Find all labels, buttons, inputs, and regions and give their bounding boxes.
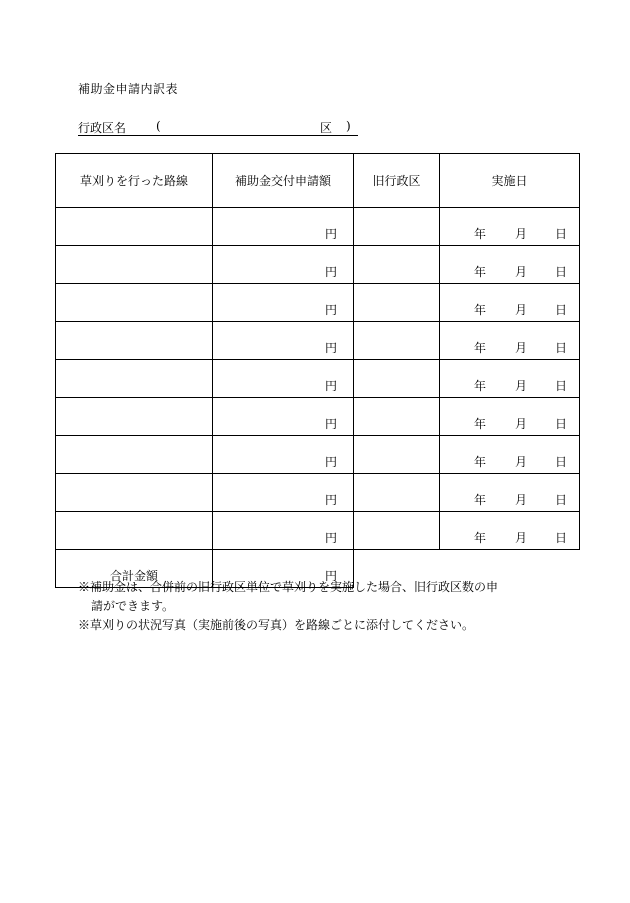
year-label: 年	[474, 417, 487, 431]
old-ward-cell[interactable]	[354, 208, 440, 246]
note-2: ※草刈りの状況写真（実施前後の写真）を路線ごとに添付してください。	[78, 618, 475, 632]
day-label: 日	[555, 227, 568, 241]
old-ward-cell[interactable]	[354, 284, 440, 322]
month-label: 月	[515, 455, 528, 469]
table-header-row	[56, 154, 580, 208]
table-row	[56, 436, 580, 474]
table-row	[56, 398, 580, 436]
note-1-line-1: ※補助金は、合併前の旧行政区単位で草刈りを実施した場合、旧行政区数の申	[78, 580, 499, 594]
route-cell[interactable]	[56, 398, 213, 436]
old-ward-cell[interactable]	[354, 436, 440, 474]
old-ward-cell[interactable]	[354, 322, 440, 360]
date-cell[interactable]	[440, 436, 580, 474]
route-cell[interactable]	[56, 246, 213, 284]
total-amount-cell[interactable]: 円	[213, 550, 354, 588]
route-cell[interactable]	[56, 284, 213, 322]
header-date: 実施日	[440, 154, 580, 208]
date-cell[interactable]	[440, 398, 580, 436]
route-cell[interactable]	[56, 474, 213, 512]
date-cell[interactable]	[440, 360, 580, 398]
month-label: 月	[515, 379, 528, 393]
amount-cell[interactable]: 円	[213, 436, 354, 474]
old-ward-cell[interactable]	[354, 246, 440, 284]
table-row	[56, 360, 580, 398]
table-row	[56, 284, 580, 322]
day-label: 日	[555, 455, 568, 469]
amount-cell[interactable]: 円	[213, 284, 354, 322]
month-label: 月	[515, 303, 528, 317]
table-row	[56, 322, 580, 360]
ward-suffix: 区	[320, 121, 333, 135]
day-label: 日	[555, 417, 568, 431]
ward-close-paren: )	[346, 119, 351, 133]
header-route: 草刈りを行った路線	[56, 154, 213, 208]
amount-cell[interactable]: 円	[213, 208, 354, 246]
day-label: 日	[555, 531, 568, 545]
table-row	[56, 208, 580, 246]
year-label: 年	[474, 455, 487, 469]
date-cell[interactable]	[440, 208, 580, 246]
notes	[78, 578, 498, 635]
month-label: 月	[515, 417, 528, 431]
old-ward-cell[interactable]	[354, 474, 440, 512]
day-label: 日	[555, 379, 568, 393]
page-title: 補助金申請内訳表	[78, 82, 179, 96]
old-ward-cell[interactable]	[354, 360, 440, 398]
day-label: 日	[555, 493, 568, 507]
header-amount: 補助金交付申請額	[213, 154, 354, 208]
year-label: 年	[474, 303, 487, 317]
month-label: 月	[515, 227, 528, 241]
date-cell[interactable]	[440, 474, 580, 512]
year-label: 年	[474, 227, 487, 241]
date-cell[interactable]	[440, 284, 580, 322]
header-old-ward: 旧行政区	[354, 154, 440, 208]
ward-name-label: 行政区名	[78, 121, 127, 135]
route-cell[interactable]	[56, 322, 213, 360]
year-label: 年	[474, 265, 487, 279]
month-label: 月	[515, 341, 528, 355]
month-label: 月	[515, 531, 528, 545]
amount-cell[interactable]: 円	[213, 360, 354, 398]
year-label: 年	[474, 531, 487, 545]
amount-cell[interactable]: 円	[213, 322, 354, 360]
table-row	[56, 474, 580, 512]
table-row	[56, 246, 580, 284]
month-label: 月	[515, 493, 528, 507]
date-cell[interactable]	[440, 246, 580, 284]
date-cell[interactable]	[440, 322, 580, 360]
day-label: 日	[555, 265, 568, 279]
amount-cell[interactable]: 円	[213, 474, 354, 512]
amount-cell[interactable]: 円	[213, 512, 354, 550]
total-label: 合計金額	[56, 550, 213, 588]
old-ward-cell[interactable]	[354, 512, 440, 550]
day-label: 日	[555, 303, 568, 317]
month-label: 月	[515, 265, 528, 279]
route-cell[interactable]	[56, 360, 213, 398]
year-label: 年	[474, 379, 487, 393]
ward-open-paren: (	[156, 119, 161, 133]
subsidy-breakdown-table	[55, 153, 580, 588]
table-row	[56, 512, 580, 550]
note-1-line-2: 請ができます。	[91, 599, 175, 613]
amount-cell[interactable]: 円	[213, 398, 354, 436]
ward-name-line	[78, 119, 358, 136]
date-cell[interactable]	[440, 512, 580, 550]
route-cell[interactable]	[56, 512, 213, 550]
route-cell[interactable]	[56, 208, 213, 246]
year-label: 年	[474, 341, 487, 355]
old-ward-cell[interactable]	[354, 398, 440, 436]
route-cell[interactable]	[56, 436, 213, 474]
year-label: 年	[474, 493, 487, 507]
amount-cell[interactable]: 円	[213, 246, 354, 284]
day-label: 日	[555, 341, 568, 355]
